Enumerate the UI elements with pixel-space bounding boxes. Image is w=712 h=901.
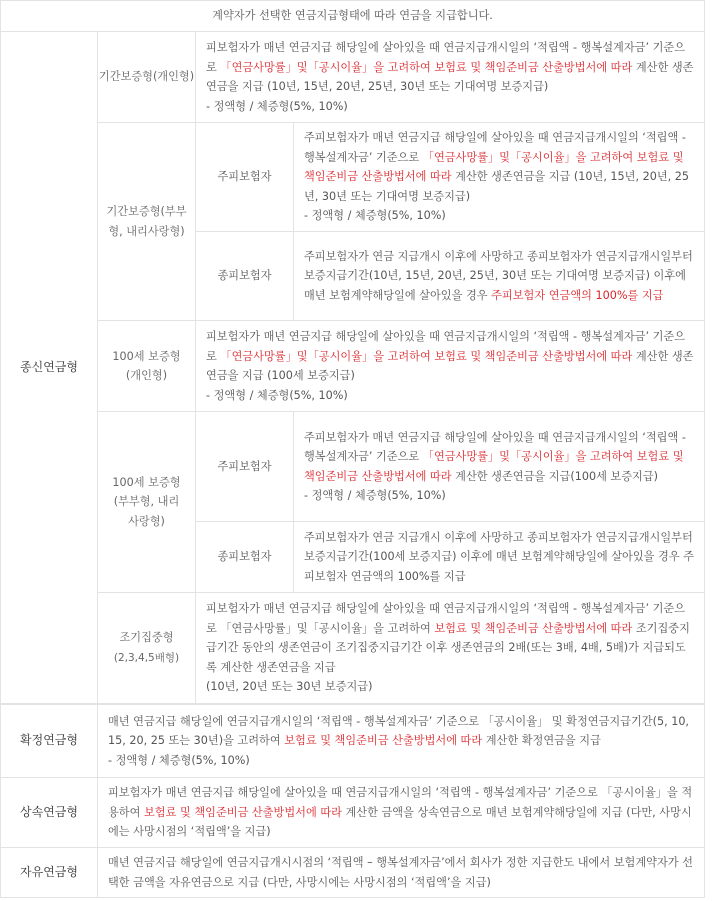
type-early-sub: (2,3,4,5배형)	[113, 651, 180, 664]
type-guaranteed-individual: 기간보증형(개인형)	[98, 32, 196, 123]
desc-guaranteed-couple-main: 주피보험자가 매년 연금지급 해당일에 살아있을 때 연금지급개시일의 ‘적립액 - 행복설계자금’ 기준으로 「연금사망률」및「공시이율」을 고려하여 보험료 및 책임준비금 산출방법서에 따라 계산한 생존연금을 지급 (10년, 15년, 20년, 25년, 30년 또는 기대여명 보증지급) - 정액형 / 체증형(5%, 10%)	[294, 123, 705, 232]
desc-hundred-individual: 피보험자가 매년 연금지급 해당일에 살아있을 때 연금지급개시일의 ‘적립액 - 행복설계자금’ 기준으로 「연금사망률」및「공시이율」을 고려하여 보험료 및 책임준비금 산출방법서에 따라 계산한 생존연금을 지급 (100세 보증지급) - 정액형 / 체증형(5%, 10%)	[196, 321, 705, 412]
desc-guaranteed-couple-sub: 주피보험자가 연금 지급개시 이후에 사망하고 종피보험자가 연금지급개시일부터 보증지급기간(10년, 15년, 20년, 25년, 30년 또는 기대여명 보증지급) 이후에 매년 보험계약해당일에 살아있을 경우 주피보험자 연금액의 100%를 지급	[294, 232, 705, 321]
insured-sub-2: 종피보험자	[196, 522, 294, 593]
insured-sub-1: 종피보험자	[196, 232, 294, 321]
category-free: 자유연금형	[1, 848, 98, 898]
annuity-table-bottom	[0, 704, 705, 898]
type-early-label: 조기집중형	[119, 631, 174, 644]
insured-main-2: 주피보험자	[196, 412, 294, 522]
type-hundred-couple: 100세 보증형(부부형, 내리사랑형)	[98, 412, 196, 593]
insured-main-1: 주피보험자	[196, 123, 294, 232]
desc-early: 피보험자가 매년 연금지급 해당일에 살아있을 때 연금지급개시일의 ‘적립액 - 행복설계자금’ 기준으로 「연금사망률」및「공시이율」을 고려하여 보험료 및 책임준비금 산출방법서에 따라 조기집중지급기간 동안의 생존연금이 조기집중지급기간 이후 생존연금의 2배(또는 3배, 4배, 5배)가 지급되도록 계산한 생존연금을 지급 (10년, 20년 또는 30년 보증지급)	[196, 593, 705, 704]
type-hundred-individual: 100세 보증형(개인형)	[98, 321, 196, 412]
type-guaranteed-couple: 기간보증형(부부형, 내리사랑형)	[98, 123, 196, 321]
category-fixed: 확정연금형	[1, 705, 98, 778]
desc-hundred-couple-main: 주피보험자가 매년 연금지급 해당일에 살아있을 때 연금지급개시일의 ‘적립액 - 행복설계자금’ 기준으로 「연금사망률」및「공시이율」을 고려하여 보험료 및 책임준비금 산출방법서에 따라 계산한 생존연금을 지급(100세 보증지급) - 정액형 / 체증형(5%, 10%)	[294, 412, 705, 522]
type-early	[98, 593, 196, 704]
desc-hundred-couple-sub: 주피보험자가 연금 지급개시 이후에 사망하고 종피보험자가 연금지급개시일부터 보증지급기간(100세 보증지급) 이후에 매년 보험계약해당일에 살아있을 경우 주피보험자 연금액의 100%를 지급	[294, 522, 705, 593]
desc-fixed: 매년 연금지급 해당일에 연금지급개시일의 ‘적립액 - 행복설계자금’ 기준으로 「공시이율」 및 확정연금지급기간(5, 10, 15, 20, 25 또는 30년)을 고려하여 보험료 및 책임준비금 산출방법서에 따라 계산한 확정연금을 지급 - 정액형 / 체증형(5%, 10%)	[98, 705, 705, 778]
desc-inherit: 피보험자가 매년 연금지급 해당일에 살아있을 때 연금지급개시일의 ‘적립액 - 행복설계자금’ 기준으로 「공시이율」을 적용하여 보험료 및 책임준비금 산출방법서에 따라 계산한 금액을 상속연금으로 매년 보험계약해당일에 지급 (다만, 사망시에는 사망시점의 ‘적립액’을 지급)	[98, 778, 705, 848]
table-header: 계약자가 선택한 연금지급형태에 따라 연금을 지급합니다.	[1, 1, 705, 32]
category-lifetime: 종신연금형	[1, 32, 98, 704]
desc-free: 매년 연금지급 해당일에 연금지급개시시점의 ‘적립액 – 행복설계자금’에서 회사가 정한 지급한도 내에서 보험계약자가 선택한 금액을 자유연금으로 지급 (다만, 사망시에는 사망시점의 ‘적립액’을 지급)	[98, 848, 705, 898]
category-inherit: 상속연금형	[1, 778, 98, 848]
desc-guaranteed-individual: 피보험자가 매년 연금지급 해당일에 살아있을 때 연금지급개시일의 ‘적립액 - 행복설계자금’ 기준으로 「연금사망률」및「공시이율」을 고려하여 보험료 및 책임준비금 산출방법서에 따라 계산한 생존연금을 지급 (10년, 15년, 20년, 25년, 30년 또는 기대여명 보증지급) - 정액형 / 체증형(5%, 10%)	[196, 32, 705, 123]
